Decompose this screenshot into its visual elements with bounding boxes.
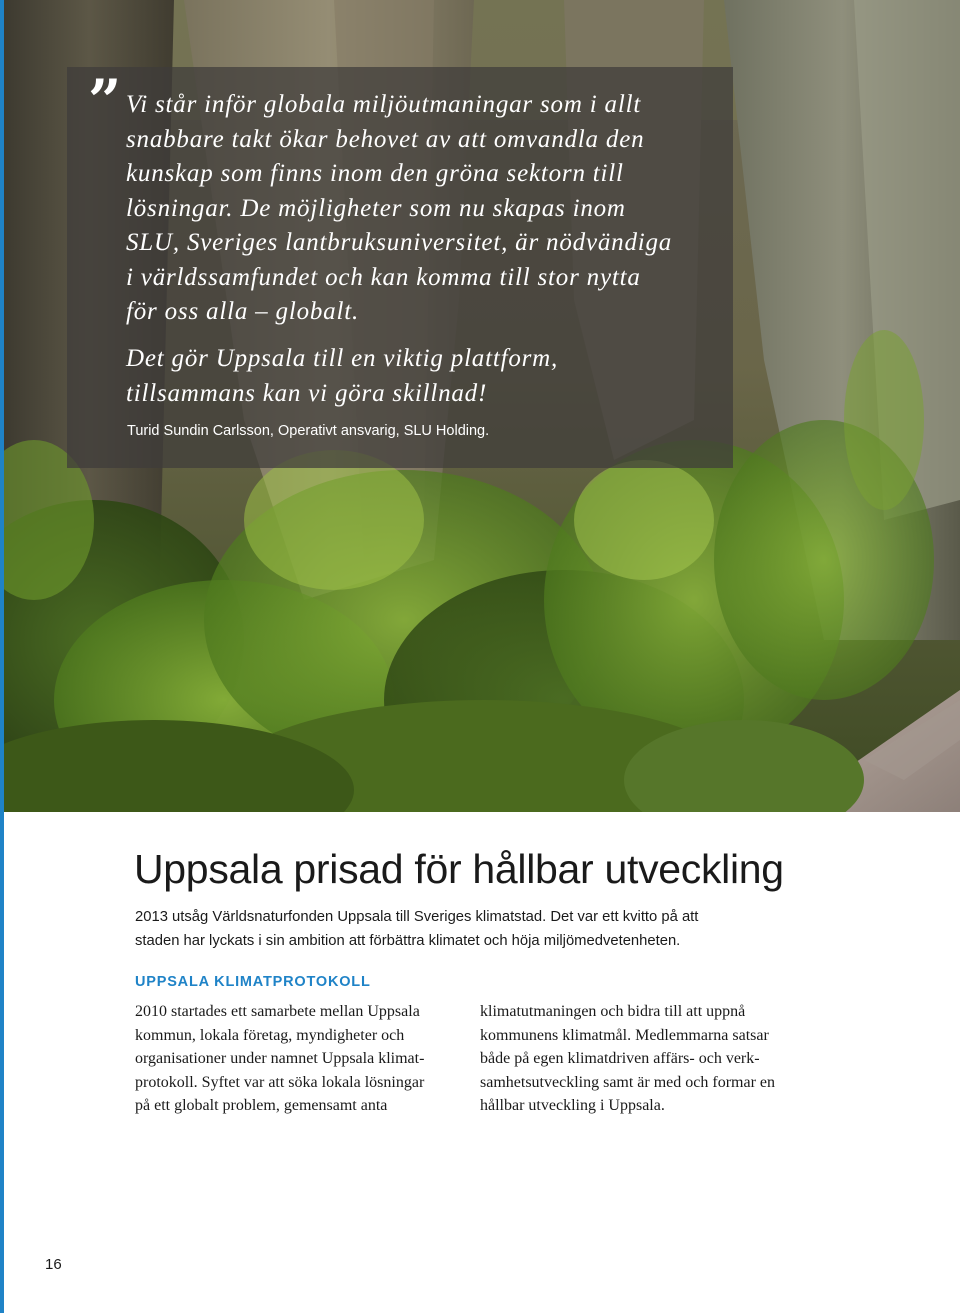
quote-emphasis-line: tillsammans kan vi göra skillnad! (126, 379, 488, 407)
quotation-mark-icon: ” (88, 67, 122, 135)
page-number: 16 (45, 1256, 62, 1273)
quote-author: Turid Sundin Carlsson, Operativt ansvarig, SLU Holding. (127, 423, 490, 439)
quote-line: kunskap som finns inom den gröna sektorn till (126, 160, 624, 187)
quote-line: lösningar. De möjligheter som nu skapas inom (126, 194, 626, 222)
quote-emphasis (126, 342, 721, 411)
body-line: hållbar utveckling i Uppsala. (480, 1097, 665, 1114)
lead-line: staden har lyckats i sin ambition att förbättra klimatet och höja miljömedvetenheten. (135, 933, 681, 949)
body-line: protokoll. Syftet var att söka lokala lösningar (135, 1073, 425, 1091)
article-lead (135, 905, 835, 953)
body-line: på ett globalt problem, gemensamt anta (135, 1097, 388, 1114)
quote-emphasis-line: Det gör Uppsala till en viktig plattform, (126, 345, 559, 372)
body-column-right (480, 1000, 810, 1118)
body-line: kommun, lokala företag, myndigheter och (135, 1026, 405, 1044)
article-headline: Uppsala prisad för hållbar utveckling (134, 846, 784, 892)
quote-line: i världssamfundet och kan komma till stor nytta (126, 263, 641, 291)
quote-line: snabbare takt ökar behovet av att omvandla den (126, 125, 645, 153)
lead-line: 2013 utsåg Världsnaturfonden Uppsala till Sveriges klimatstad. Det var ett kvitto på att (135, 909, 699, 925)
body-line: samhetsutveckling samt är med och formar en (480, 1073, 776, 1091)
body-line: organisationer under namnet Uppsala klimat- (135, 1050, 425, 1067)
body-line: 2010 startades ett samarbete mellan Uppsala (135, 1003, 420, 1020)
body-line: klimatutmaningen och bidra till att uppnå (480, 1003, 746, 1020)
quote-text (126, 88, 721, 330)
section-heading: UPPSALA KLIMATPROTOKOLL (135, 974, 371, 990)
body-line: kommunens klimatmål. Medlemmarna satsar (480, 1026, 769, 1044)
quote-line: SLU, Sveriges lantbruksuniversitet, är nödvändiga (126, 229, 673, 256)
body-column-left (135, 1000, 465, 1118)
quote-line: för oss alla – globalt. (126, 298, 360, 325)
quote-line: Vi står inför globala miljöutmaningar som i allt (126, 91, 642, 118)
body-line: både på egen klimatdriven affärs- och verk- (480, 1050, 760, 1067)
